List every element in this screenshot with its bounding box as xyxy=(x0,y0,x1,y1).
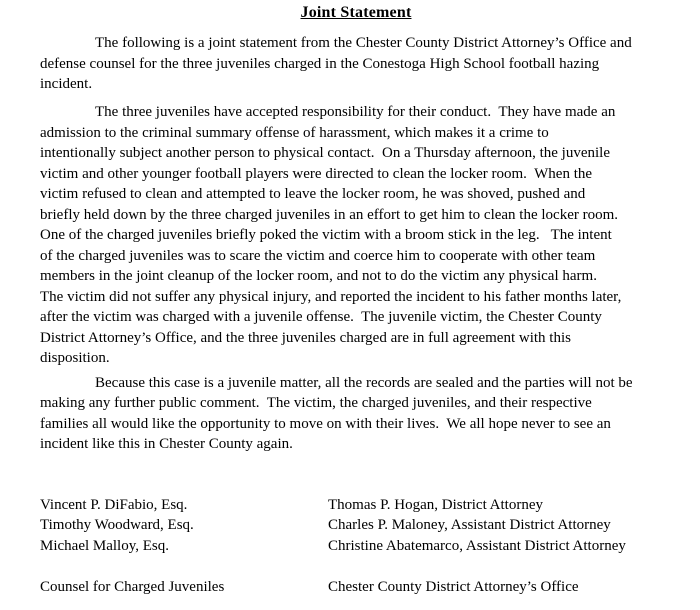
text-line: victim and other younger football players were directed to clean the locker room. When the xyxy=(40,165,593,182)
defense-counsel-names xyxy=(40,495,328,557)
text-line: after the victim was charged with a juvenile offense. The juvenile victim, the Chester County xyxy=(40,309,602,325)
defense-counsel-column xyxy=(40,495,328,598)
text-line: The three juveniles have accepted responsibility for their conduct. They have made an xyxy=(95,104,616,120)
signatory-name: Vincent P. DiFabio, Esq. xyxy=(40,496,188,513)
signatory-name: Timothy Woodward, Esq. xyxy=(40,517,194,533)
text-line: briefly held down by the three charged juveniles in an effort to get him to clean the locker room. xyxy=(40,206,619,223)
text-line: victim refused to clean and attempted to leave the locker room, he was shoved, pushed and xyxy=(40,186,586,202)
signature-block xyxy=(40,495,672,598)
text-line: Because this case is a juvenile matter, all the records are sealed and the parties will not be xyxy=(95,374,633,391)
text-line: incident like this in Chester County again. xyxy=(40,436,293,452)
statement-paragraph-closing xyxy=(40,373,672,455)
document-title: Joint Statement xyxy=(300,4,412,21)
district-attorney-office-label: Chester County District Attorney’s Office xyxy=(328,578,579,595)
district-attorney-names xyxy=(328,495,672,557)
signatory-name: Christine Abatemarco, Assistant District Attorney xyxy=(328,537,626,554)
signatory-name: Michael Malloy, Esq. xyxy=(40,537,170,554)
text-line: The following is a joint statement from the Chester County District Attorney’s Office and xyxy=(95,35,632,51)
text-line: intentionally subject another person to physical contact. On a Thursday afternoon, the juvenile xyxy=(40,145,610,161)
text-line: incident. xyxy=(40,76,93,92)
text-line: disposition. xyxy=(40,350,110,366)
text-line: members in the joint cleanup of the locker room, and not to do the victim any physical harm. xyxy=(40,268,597,284)
signatory-name: Thomas P. Hogan, District Attorney xyxy=(328,496,543,513)
text-line: defense counsel for the three juveniles charged in the Conestoga High School football hazing xyxy=(40,55,600,72)
statement-paragraph-intro xyxy=(40,33,672,95)
text-line: One of the charged juveniles briefly poked the victim with a broom stick in the leg. The intent xyxy=(40,227,612,243)
text-line: making any further public comment. The victim, the charged juveniles, and their respective xyxy=(40,395,592,411)
text-line: District Attorney’s Office, and the three juveniles charged are in full agreement with this xyxy=(40,329,571,346)
text-line: admission to the criminal summary offense of harassment, which makes it a crime to xyxy=(40,124,549,141)
text-line: of the charged juveniles was to scare the victim and coerce him to cooperate with other team xyxy=(40,247,596,264)
district-attorney-column xyxy=(328,495,672,598)
statement-paragraph-facts xyxy=(40,102,672,369)
text-line: families all would like the opportunity to move on with their lives. We all hope never to see an xyxy=(40,415,611,432)
defense-counsel-role-label: Counsel for Charged Juveniles xyxy=(40,578,225,595)
text-line: The victim did not suffer any physical injury, and reported the incident to his father months later, xyxy=(40,288,622,305)
signatory-name: Charles P. Maloney, Assistant District Attorney xyxy=(328,517,611,533)
